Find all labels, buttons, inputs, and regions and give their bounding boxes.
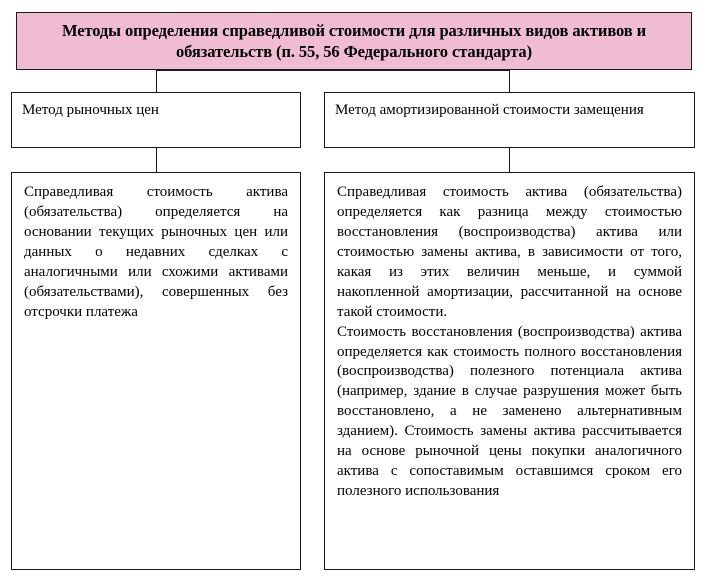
description-text-drc-part-2: Стоимость восстановления (воспроизводства) актива определяется как стоимость полного восстановления (воспроизводства) полезного потенциала актива (например, здание в случае разрушения может быть восстановлено, а не заменено альтернативным зданием). Стоимость замены актива рассчитывается на основе рыночной цены покупки аналогичного актива с сопоставимым оставшимся сроком его полезного использования xyxy=(337,323,682,500)
description-text-drc-part-1: Справедливая стоимость актива (обязательства) определяется как разница между стоимостью восстановления (воспроизводства) актива или стоимостью замены актива, в зависимости от того, какая из этих величин меньше, и суммой накопленной амортизации, рассчитанной на основе такой стоимости. xyxy=(337,184,682,320)
connector-left-method-to-description xyxy=(156,148,157,172)
connector-title-to-right xyxy=(509,70,510,92)
diagram-title-text: Методы определения справедливой стоимости для различных видов активов и обязательств (п. 55, 56 Федерального стандарта) xyxy=(61,20,647,61)
description-box-market-prices xyxy=(11,172,301,570)
method-label-market-prices: Метод рыночных цен xyxy=(22,102,159,118)
description-text-market-prices: Справедливая стоимость актива (обязательства) определяется на основании текущих рыночных цен или данных о недавних сделках с аналогичными или схожими активами (обязательствами), совершенных без отсрочки платежа xyxy=(24,184,288,320)
diagram-title-box xyxy=(16,12,692,70)
method-box-depreciated-replacement-cost xyxy=(324,92,695,148)
connector-title-horizontal xyxy=(156,70,510,71)
method-label-depreciated-replacement-cost: Метод амортизированной стоимости замещения xyxy=(335,102,644,118)
description-box-depreciated-replacement-cost xyxy=(324,172,695,570)
connector-title-to-left xyxy=(156,70,157,92)
method-box-market-prices xyxy=(11,92,301,148)
connector-right-method-to-description xyxy=(509,148,510,172)
